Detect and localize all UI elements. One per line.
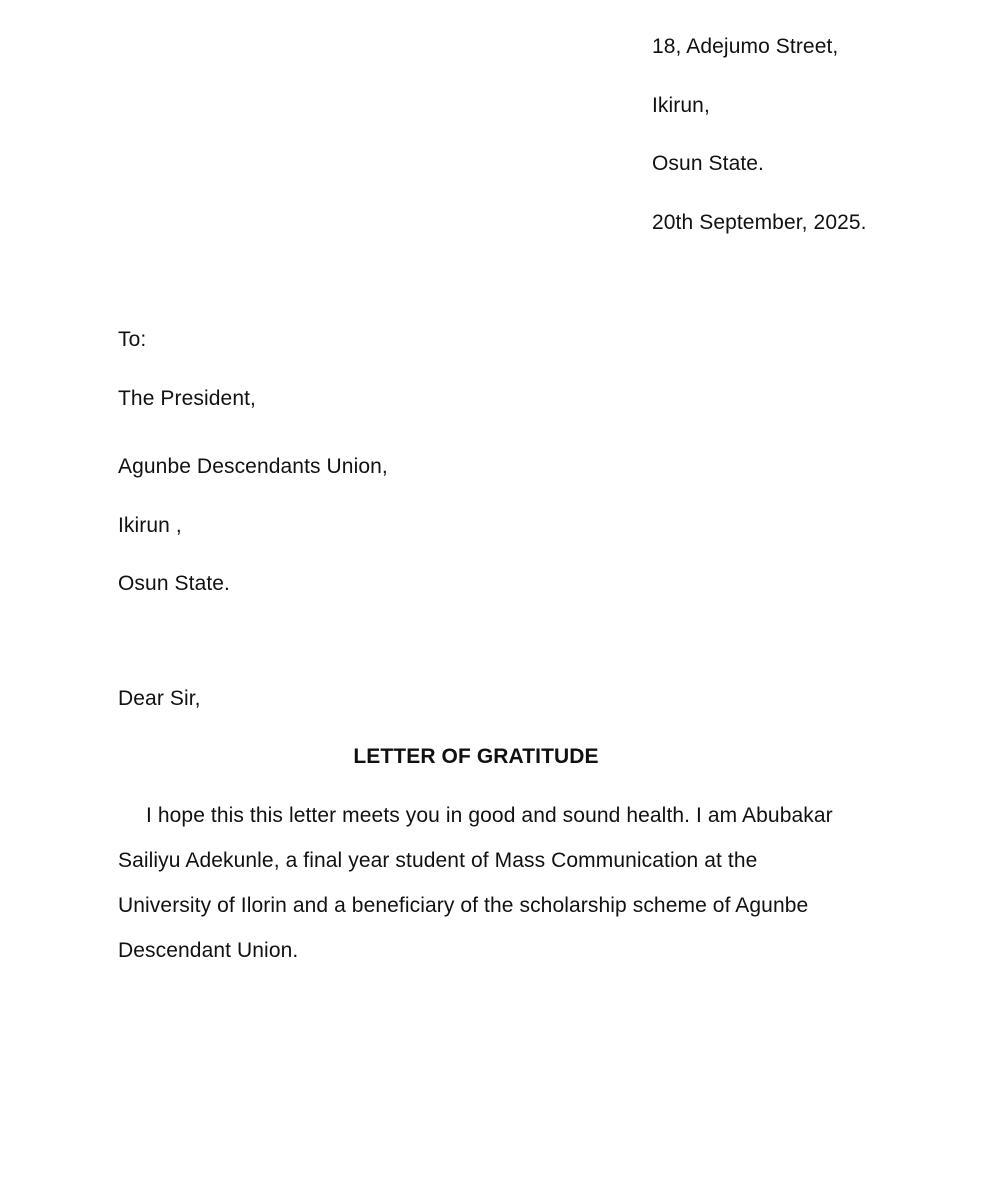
sender-address-line-2: Ikirun, [652, 94, 710, 117]
letter-date: 20th September, 2025. [652, 211, 867, 234]
recipient-line-3: Ikirun , [118, 514, 182, 537]
body-line-3: University of Ilorin and a beneficiary of the scholarship scheme of Agunbe [118, 894, 809, 917]
recipient-line-4: Osun State. [118, 572, 230, 595]
body-line-2: Sailiyu Adekunle, a final year student of Mass Communication at the [118, 849, 758, 872]
sender-address-line-1: 18, Adejumo Street, [652, 35, 839, 58]
body-line-1: I hope this this letter meets you in good and sound health. I am Abubakar [146, 804, 833, 827]
sender-address-line-3: Osun State. [652, 152, 764, 175]
salutation: Dear Sir, [118, 687, 201, 710]
recipient-to-label: To: [118, 328, 147, 351]
recipient-line-1: The President, [118, 387, 256, 410]
body-line-4: Descendant Union. [118, 939, 299, 962]
letter-title: LETTER OF GRATITUDE [353, 745, 599, 768]
recipient-line-2: Agunbe Descendants Union, [118, 455, 388, 478]
